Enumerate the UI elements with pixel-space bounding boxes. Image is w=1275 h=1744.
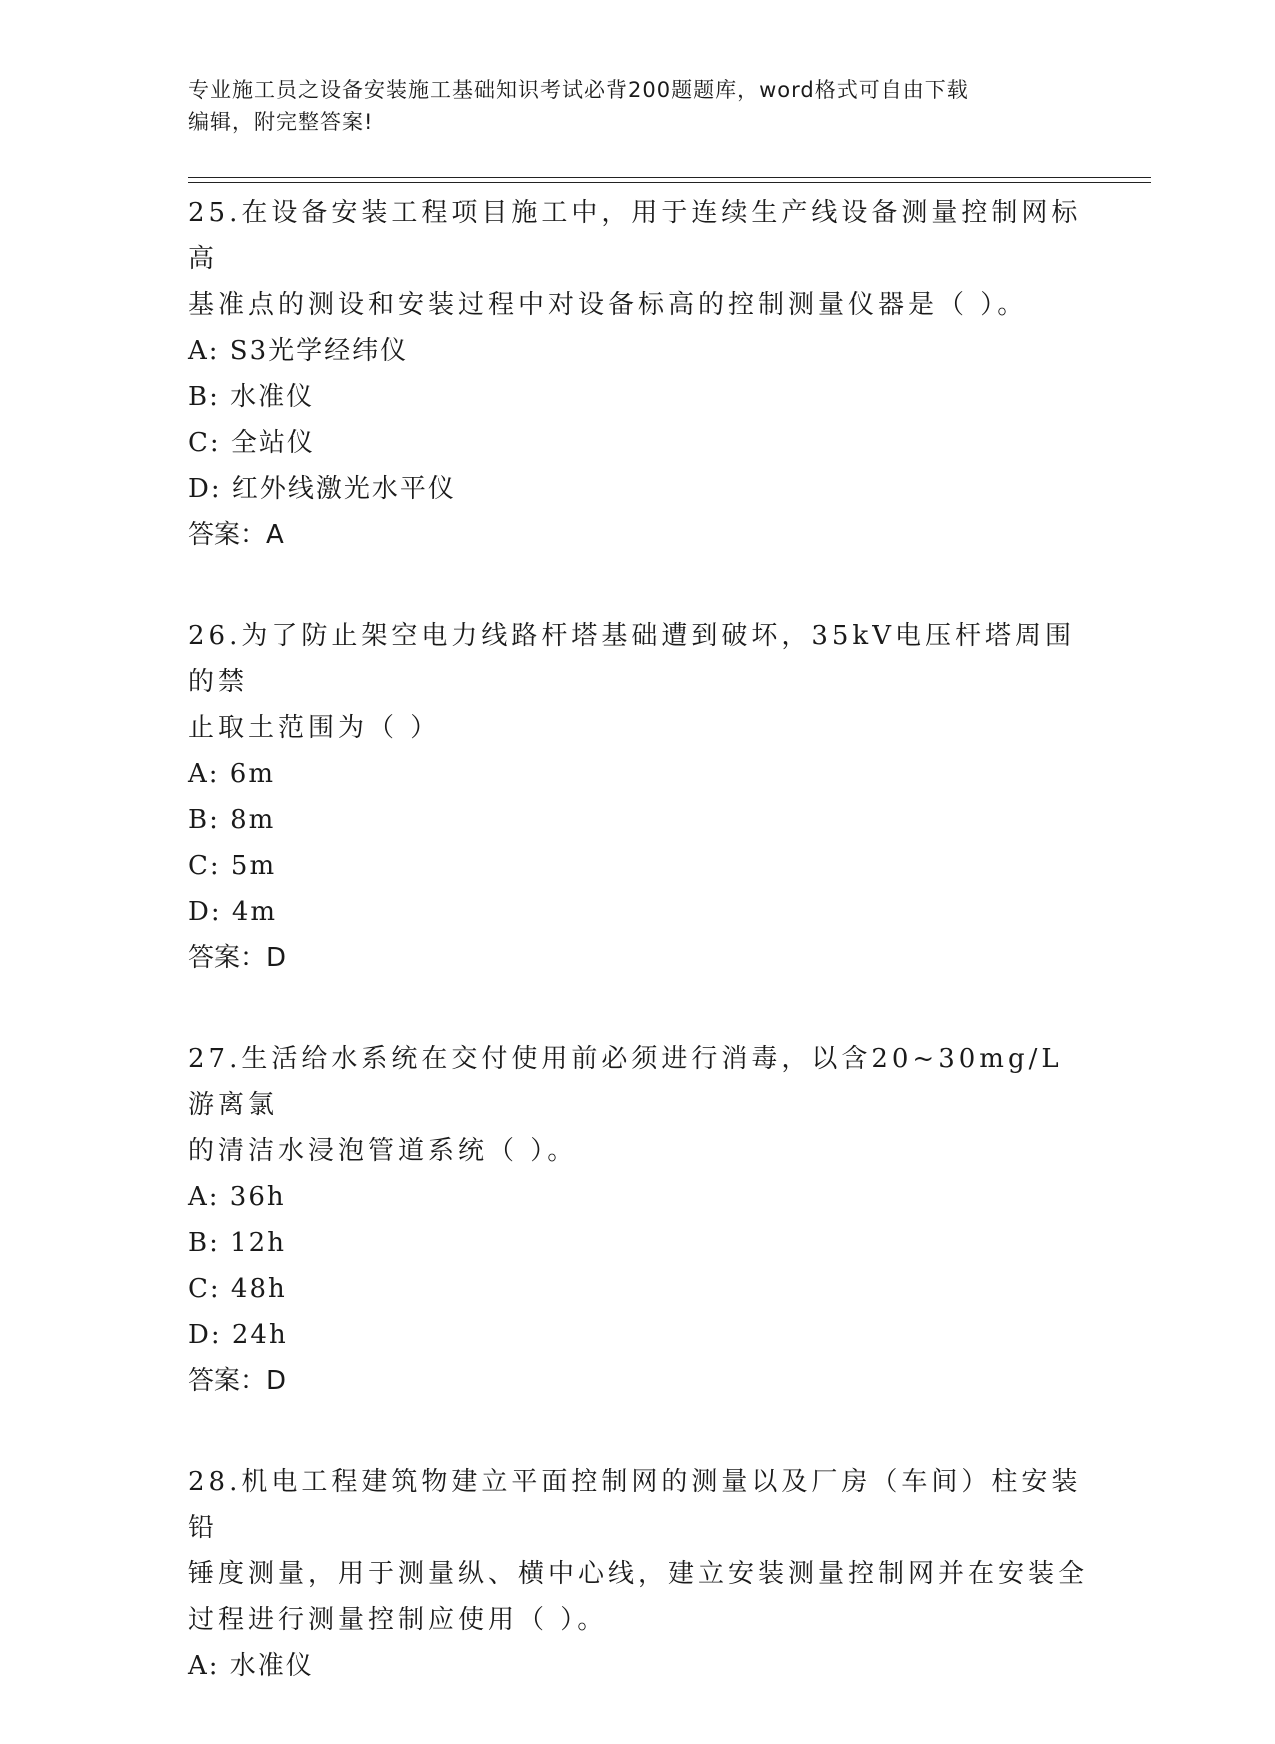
option-c: C: 48h	[188, 1274, 287, 1304]
header-divider-bottom	[188, 182, 1151, 183]
question-list	[188, 190, 1088, 1744]
question-stem-line: 26.为了防止架空电力线路杆塔基础遭到破坏，35kV电压杆塔周围的禁	[188, 621, 1075, 697]
option-a: A: S3光学经纬仪	[188, 336, 409, 366]
header-line-2: 编辑，附完整答案!	[188, 110, 374, 134]
header-divider-top	[188, 177, 1151, 178]
header-line-1: 专业施工员之设备安装施工基础知识考试必背200题题库，word格式可自由下载	[188, 78, 969, 102]
option-c: C: 全站仪	[188, 428, 315, 458]
option-a: A: 水准仪	[188, 1651, 314, 1681]
question-stem-line: 止取土范围为（ ）	[188, 713, 441, 743]
option-d: D: 红外线激光水平仪	[188, 474, 456, 504]
option-b: B: 8m	[188, 805, 276, 835]
answer-label: 答案：D	[188, 943, 287, 973]
question-25	[188, 190, 1088, 558]
answer-label: 答案：D	[188, 1366, 287, 1396]
answer-label: 答案：A	[188, 520, 284, 550]
question-stem-line: 过程进行测量控制应使用（ ）。	[188, 1605, 608, 1635]
question-27	[188, 1036, 1088, 1404]
option-b: B: 12h	[188, 1228, 286, 1258]
option-b: B: 水准仪	[188, 382, 315, 412]
question-28	[188, 1459, 1088, 1689]
question-stem-line: 27.生活给水系统在交付使用前必须进行消毒，以含20~30mg/L游离氯	[188, 1044, 1063, 1120]
question-stem-line: 基准点的测设和安装过程中对设备标高的控制测量仪器是（ ）。	[188, 290, 1028, 320]
document-header	[188, 74, 1088, 138]
question-stem-line: 锤度测量，用于测量纵、横中心线，建立安装测量控制网并在安装全	[188, 1559, 1089, 1589]
option-a: A: 36h	[188, 1182, 286, 1212]
option-d: D: 24h	[188, 1320, 288, 1350]
option-c: C: 5m	[188, 851, 277, 881]
question-26	[188, 613, 1088, 981]
option-d: D: 4m	[188, 897, 278, 927]
option-a: A: 6m	[188, 759, 275, 789]
question-stem-line: 28.机电工程建筑物建立平面控制网的测量以及厂房（车间）柱安装铅	[188, 1467, 1082, 1543]
question-stem-line: 25.在设备安装工程项目施工中，用于连续生产线设备测量控制网标高	[188, 198, 1082, 274]
question-stem-line: 的清洁水浸泡管道系统（ ）。	[188, 1136, 578, 1166]
